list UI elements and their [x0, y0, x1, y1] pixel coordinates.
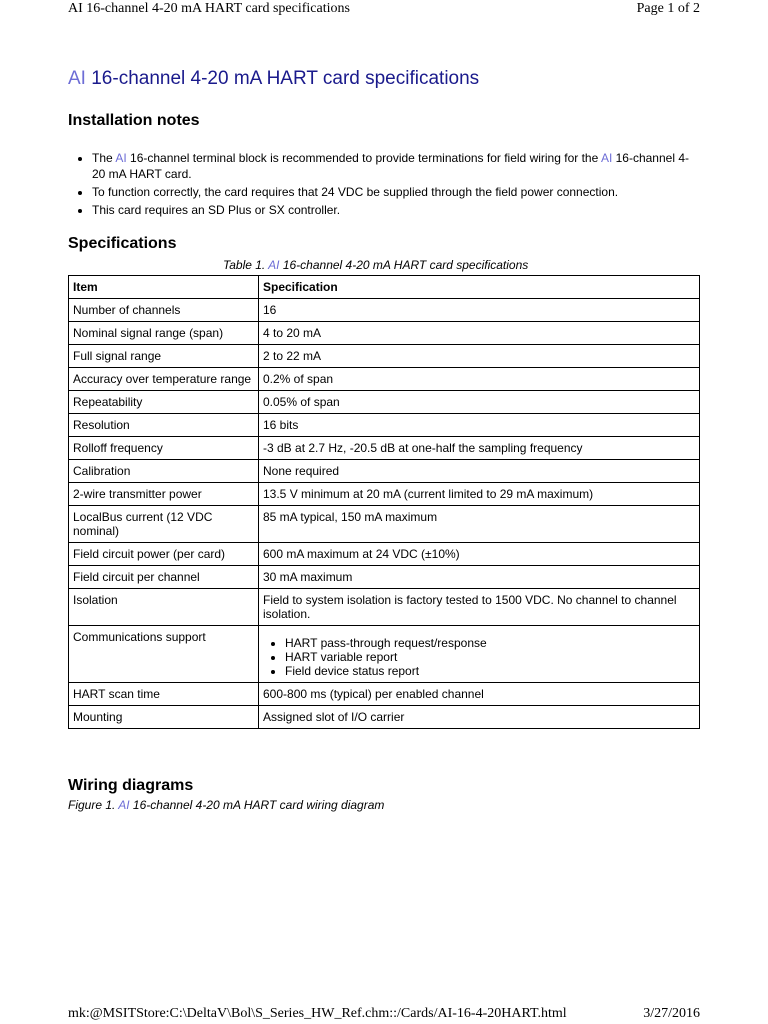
specification-cell: 600 mA maximum at 24 VDC (±10%) [259, 543, 700, 566]
item-cell: 2-wire transmitter power [69, 483, 259, 506]
specification-cell: 16 bits [259, 414, 700, 437]
item-cell: Communications support [69, 626, 259, 683]
table-row [69, 299, 700, 322]
ai-link[interactable]: AI [118, 798, 130, 812]
item-cell: LocalBus current (12 VDC nominal) [69, 506, 259, 543]
list-item: • This card requires an SD Plus or SX controller. [92, 202, 702, 218]
item-cell: Rolloff frequency [69, 437, 259, 460]
table-row [69, 345, 700, 368]
specification-cell: Field to system isolation is factory tested to 1500 VDC. No channel to channel isolation. [259, 589, 700, 626]
specification-cell: 30 mA maximum [259, 566, 700, 589]
specifications-heading: Specifications [68, 235, 177, 252]
table-row [69, 368, 700, 391]
page-header [0, 0, 768, 24]
item-cell: Field circuit power (per card) [69, 543, 259, 566]
table-row [69, 683, 700, 706]
table-row [69, 437, 700, 460]
list-item: • Field device status report [285, 664, 695, 678]
table-row [69, 460, 700, 483]
item-cell: Resolution [69, 414, 259, 437]
table-header-row [69, 276, 700, 299]
item-cell: Isolation [69, 589, 259, 626]
specification-cell: Assigned slot of I/O carrier [259, 706, 700, 729]
ai-link[interactable]: AI [268, 258, 280, 272]
footer-path: mk:@MSITStore:C:\DeltaV\Bol\S_Series_HW_Ref.chm::/Cards/AI-16-4-20HART.html [68, 1006, 567, 1021]
ai-link[interactable]: AI [115, 151, 127, 165]
list-item: • HART variable report [285, 650, 695, 664]
wiring-diagrams-heading: Wiring diagrams [68, 777, 194, 794]
title-ai-prefix: AI [68, 68, 86, 89]
item-cell: Calibration [69, 460, 259, 483]
specification-cell [259, 626, 700, 683]
list-item: • To function correctly, the card requires that 24 VDC be supplied through the field power connection. [92, 184, 702, 200]
communications-list [263, 636, 695, 678]
specification-cell: 16 [259, 299, 700, 322]
table-row [69, 706, 700, 729]
specification-cell: None required [259, 460, 700, 483]
table-row [69, 414, 700, 437]
item-cell: Mounting [69, 706, 259, 729]
list-item: • HART pass-through request/response [285, 636, 695, 650]
item-cell: Field circuit per channel [69, 566, 259, 589]
installation-notes-heading: Installation notes [68, 112, 200, 129]
item-cell: Full signal range [69, 345, 259, 368]
specification-cell: 4 to 20 mA [259, 322, 700, 345]
specification-cell: 0.2% of span [259, 368, 700, 391]
footer-date: 3/27/2016 [643, 1006, 700, 1021]
specification-cell: 600-800 ms (typical) per enabled channel [259, 683, 700, 706]
item-cell: HART scan time [69, 683, 259, 706]
item-cell: Number of channels [69, 299, 259, 322]
specification-cell: -3 dB at 2.7 Hz, -20.5 dB at one-half the sampling frequency [259, 437, 700, 460]
table-row [69, 322, 700, 345]
item-cell: Repeatability [69, 391, 259, 414]
table-row [69, 543, 700, 566]
page-title [68, 68, 479, 90]
header-doc-title: AI 16-channel 4-20 mA HART card specifications [68, 1, 350, 16]
table-row [69, 391, 700, 414]
specification-cell: 0.05% of span [259, 391, 700, 414]
header-page-number: Page 1 of 2 [636, 1, 700, 16]
table-caption: Table 1. AI 16-channel 4-20 mA HART card specifications [223, 258, 529, 272]
specification-cell: 2 to 22 mA [259, 345, 700, 368]
specification-cell: 85 mA typical, 150 mA maximum [259, 506, 700, 543]
ai-link[interactable]: AI [600, 151, 613, 165]
page-footer [0, 1006, 768, 1024]
table-row [69, 506, 700, 543]
table-row [69, 626, 700, 683]
title-text: 16-channel 4-20 mA HART card specifications [85, 68, 480, 89]
installation-notes-list [72, 150, 702, 220]
table-row [69, 483, 700, 506]
table-row [69, 566, 700, 589]
specification-cell: 13.5 V minimum at 20 mA (current limited to 29 mA maximum) [259, 483, 700, 506]
figure-caption: Figure 1. AI 16-channel 4-20 mA HART card wiring diagram [68, 798, 385, 812]
column-header-specification: Specification [259, 276, 700, 299]
list-item: • The AI 16-channel terminal block is recommended to provide terminations for field wiring for the AI 16-channel 4-20 mA HART card. [92, 150, 702, 182]
column-header-item: Item [69, 276, 259, 299]
specifications-table [68, 275, 700, 729]
table-row [69, 589, 700, 626]
item-cell: Accuracy over temperature range [69, 368, 259, 391]
item-cell: Nominal signal range (span) [69, 322, 259, 345]
